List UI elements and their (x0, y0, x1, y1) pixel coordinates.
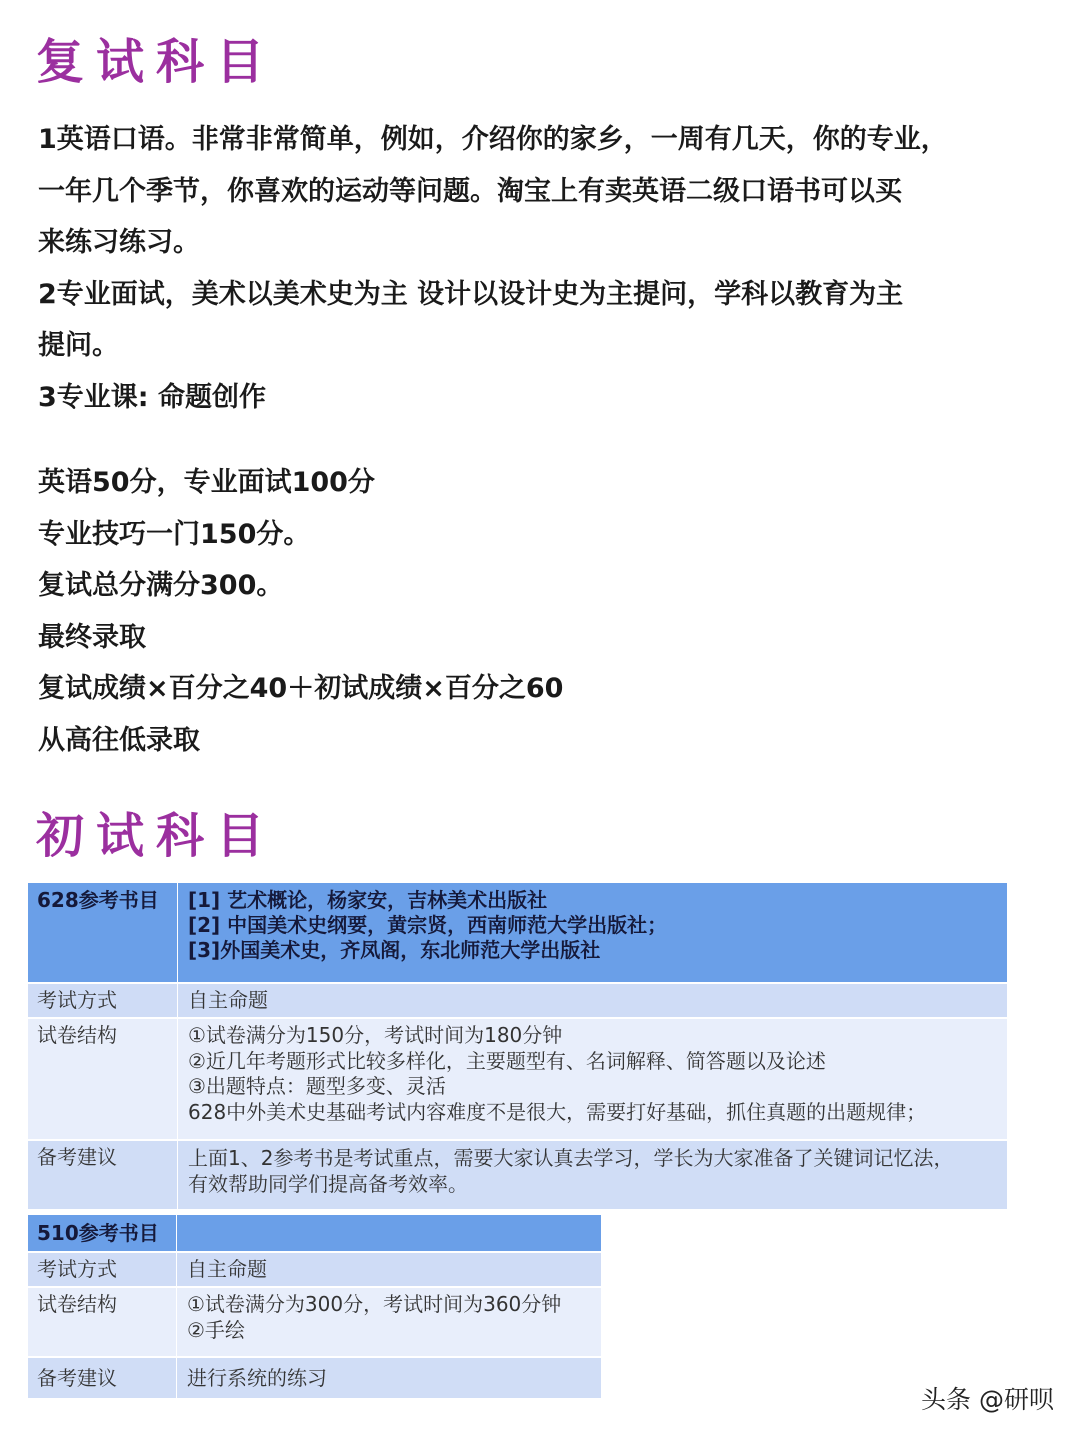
table-row (28, 1356, 601, 1398)
text-line: 一年几个季节，你喜欢的运动等问题。淘宝上有卖英语二级口语书可以买 (38, 175, 902, 207)
reference-book: [2] 中国美术史纲要，黄宗贤，西南师范大学出版社； (188, 913, 668, 937)
row-value-line: 628中外美术史基础考试内容难度不是很大，需要打好基础，抓住真题的出题规律； (188, 1099, 927, 1124)
row-value (178, 1017, 1007, 1139)
row-label: 试卷结构 (28, 1017, 178, 1139)
row-label: 考试方式 (28, 1251, 177, 1286)
table-row (28, 982, 1007, 1017)
row-value-line: ③出题特点：题型多变、灵活 (188, 1074, 446, 1098)
reference-table-628 (28, 883, 1007, 1209)
reference-book: [3]外国美术史，齐凤阁，东北师范大学出版社 (188, 938, 601, 962)
row-value (177, 1286, 601, 1356)
text-line: 英语50分，专业面试100分 (38, 467, 375, 498)
row-label: 试卷结构 (28, 1286, 177, 1356)
row-value-line: ②近几年考题形式比较多样化，主要题型有、名词解释、简答题以及论述 (188, 1048, 826, 1073)
table-header-value (177, 1215, 601, 1251)
reference-book: [1] 艺术概论，杨家安，吉林美术出版社 (188, 888, 548, 912)
source-watermark: 头条 @研呗 (921, 1385, 1054, 1414)
row-value-line: ①试卷满分为300分，考试时间为360分钟 (187, 1292, 562, 1316)
row-value-line: 有效帮助同学们提高备考效率。 (188, 1172, 468, 1196)
text-line: 3专业课: 命题创作 (38, 381, 266, 413)
score-breakdown-text (38, 457, 1048, 766)
text-line: 专业技巧一门150分。 (38, 518, 311, 550)
row-value: 自主命题 (177, 1251, 601, 1286)
row-label: 考试方式 (28, 982, 178, 1017)
table-header-label: 510参考书目 (28, 1215, 177, 1251)
table-header-label: 628参考书目 (28, 883, 178, 982)
row-label: 备考建议 (28, 1139, 178, 1209)
row-value (178, 1139, 1007, 1209)
table-row (28, 1139, 1007, 1209)
row-value: 进行系统的练习 (177, 1356, 601, 1398)
row-value-line: ①试卷满分为150分，考试时间为180分钟 (188, 1023, 563, 1047)
text-line: 提问。 (38, 330, 119, 361)
text-line: 复试成绩×百分之40＋初试成绩×百分之60 (38, 673, 564, 704)
row-value-line: ②手绘 (187, 1317, 245, 1342)
text-line: 复试总分满分300。 (38, 570, 284, 601)
table-row (28, 1251, 601, 1286)
row-label: 备考建议 (28, 1356, 177, 1398)
table-header-row (28, 1215, 601, 1251)
reference-table-510 (28, 1215, 601, 1398)
initial-exam-subjects-heading: 初试科目 (36, 808, 277, 864)
row-value: 自主命题 (178, 982, 1007, 1017)
text-line: 2专业面试，美术以美术史为主 设计以设计史为主提问，学科以教育为主 (38, 278, 904, 310)
table-row (28, 1017, 1007, 1139)
retest-subjects-heading: 复试科目 (36, 34, 277, 90)
table-header-row (28, 883, 1007, 982)
text-line: 1英语口语。非常非常简单，例如，介绍你的家乡，一周有几天，你的专业， (38, 124, 948, 155)
text-line: 来练习练习。 (38, 227, 200, 258)
text-line: 从高往低录取 (38, 724, 200, 756)
table-row (28, 1286, 601, 1356)
text-line: 最终录取 (38, 621, 146, 653)
row-value-line: 上面1、2参考书是考试重点，需要大家认真去学习，学长为大家准备了关键词记忆法， (188, 1146, 954, 1170)
reference-book-list (178, 883, 1007, 982)
retest-subjects-text (38, 114, 1048, 423)
